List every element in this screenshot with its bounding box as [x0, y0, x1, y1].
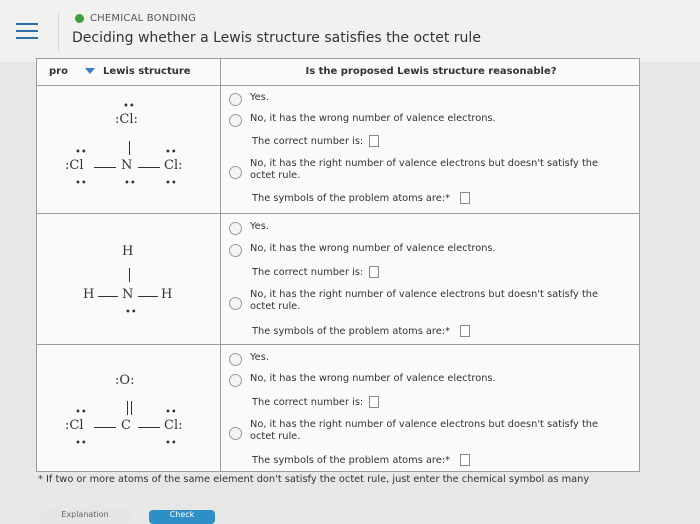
bond: [98, 296, 118, 297]
radio-button[interactable]: [229, 93, 242, 106]
column-prefix: pro: [49, 66, 68, 77]
atom-n-center: N: [122, 287, 134, 302]
problem-atoms-line: [252, 325, 470, 337]
lewis-structure-1: [37, 85, 221, 213]
bond: [129, 141, 130, 155]
table-row: [37, 85, 639, 214]
option-label: No, it has the right number of valence electrons but doesn't satisfy the octet rule.: [250, 158, 599, 181]
radio-button[interactable]: [229, 222, 242, 235]
lone-pair: ••: [165, 438, 177, 449]
lone-pair: ••: [165, 407, 177, 418]
sub-label: The symbols of the problem atoms are:*: [252, 325, 450, 337]
atom-h-top: H: [122, 244, 134, 259]
option-label: Yes.: [250, 92, 269, 103]
bond: [127, 401, 128, 415]
table-row: [37, 345, 639, 472]
bond: [129, 268, 130, 282]
table-row: [37, 214, 639, 345]
bond: [138, 296, 158, 297]
option-label: No, it has the wrong number of valence electrons.: [250, 373, 496, 384]
atom-cl-top: :Cl:: [115, 112, 138, 127]
atom-cl-right: Cl:: [164, 158, 183, 173]
option-right-valence[interactable]: [229, 289, 598, 313]
option-label: No, it has the wrong number of valence electrons.: [250, 113, 496, 124]
atom-h-right: H: [161, 287, 173, 302]
lone-pair: ••: [124, 178, 136, 189]
option-label: Yes.: [250, 221, 269, 232]
atom-c-center: C: [121, 418, 131, 433]
atom-o-top: :O:: [115, 373, 135, 388]
answer-options-1: [221, 85, 641, 213]
sub-label: The correct number is:: [252, 396, 364, 408]
answer-options-2: [221, 214, 641, 344]
correct-number-input[interactable]: [369, 135, 379, 147]
sub-label: The symbols of the problem atoms are:*: [252, 454, 450, 466]
explanation-button[interactable]: Explanation: [40, 510, 130, 524]
problem-atoms-input[interactable]: [460, 454, 470, 466]
footnote: * If two or more atoms of the same element don't satisfy the octet rule, just enter the chemical symbol as many: [38, 474, 590, 485]
option-yes[interactable]: [229, 352, 269, 366]
column-header-reasonable: Is the proposed Lewis structure reasonable?: [305, 66, 557, 77]
bond: [94, 427, 116, 428]
atom-cl-left: :Cl: [65, 418, 84, 433]
lone-pair: ••: [165, 178, 177, 189]
atom-n-center: N: [121, 158, 133, 173]
option-wrong-valence[interactable]: [229, 243, 496, 257]
check-button[interactable]: Check: [149, 510, 215, 524]
lone-pair: ••: [75, 178, 87, 189]
top-bar: [0, 0, 700, 62]
column-label-structure: Lewis structure: [103, 66, 191, 77]
option-right-valence[interactable]: [229, 158, 598, 182]
atom-h-left: H: [83, 287, 95, 302]
problem-atoms-input[interactable]: [460, 192, 470, 204]
answer-options-3: [221, 345, 641, 472]
option-right-valence[interactable]: [229, 419, 598, 443]
problem-atoms-line: [252, 192, 470, 204]
option-label: No, it has the wrong number of valence electrons.: [250, 243, 496, 254]
lone-pair: ••: [75, 438, 87, 449]
sub-label: The correct number is:: [252, 135, 364, 147]
lewis-structure-3: [37, 345, 221, 472]
option-wrong-valence[interactable]: [229, 373, 496, 387]
correct-number-input[interactable]: [369, 266, 379, 278]
lone-pair: ••: [123, 101, 135, 112]
table-header: [37, 59, 639, 86]
radio-button[interactable]: [229, 114, 242, 127]
option-label: No, it has the right number of valence electrons but doesn't satisfy the octet rule.: [250, 289, 599, 312]
atom-cl-left: :Cl: [65, 158, 84, 173]
bond: [94, 167, 116, 168]
correct-number-line: [252, 135, 379, 147]
lone-pair: ••: [75, 147, 87, 158]
lone-pair: ••: [75, 407, 87, 418]
bottom-buttons: [0, 505, 700, 519]
radio-button[interactable]: [229, 297, 242, 310]
bond: [138, 427, 160, 428]
problem-atoms-input[interactable]: [460, 325, 470, 337]
topic-row: [75, 13, 196, 24]
column-header-structure: [37, 59, 221, 85]
status-dot-icon: [75, 14, 84, 23]
option-yes[interactable]: [229, 92, 269, 106]
option-label: Yes.: [250, 352, 269, 363]
radio-button[interactable]: [229, 374, 242, 387]
lone-pair: ••: [165, 147, 177, 158]
bond: [138, 167, 160, 168]
sub-label: The correct number is:: [252, 266, 364, 278]
option-wrong-valence[interactable]: [229, 113, 496, 127]
problem-atoms-line: [252, 454, 470, 466]
option-label: No, it has the right number of valence electrons but doesn't satisfy the octet rule.: [250, 419, 599, 442]
radio-button[interactable]: [229, 427, 242, 440]
lewis-structure-2: [37, 214, 221, 344]
sub-label: The symbols of the problem atoms are:*: [252, 192, 450, 204]
question-table: [36, 58, 640, 472]
dropdown-caret-icon[interactable]: [85, 68, 95, 74]
option-yes[interactable]: [229, 221, 269, 235]
correct-number-line: [252, 396, 379, 408]
page-title: Deciding whether a Lewis structure satisfies the octet rule: [72, 30, 481, 46]
correct-number-input[interactable]: [369, 396, 379, 408]
radio-button[interactable]: [229, 244, 242, 257]
radio-button[interactable]: [229, 166, 242, 179]
topic-label: CHEMICAL BONDING: [90, 13, 197, 24]
lone-pair: ••: [125, 307, 137, 318]
correct-number-line: [252, 266, 379, 278]
atom-cl-right: Cl:: [164, 418, 183, 433]
divider: [58, 12, 59, 52]
radio-button[interactable]: [229, 353, 242, 366]
menu-icon[interactable]: [16, 23, 38, 39]
bond: [131, 401, 132, 415]
